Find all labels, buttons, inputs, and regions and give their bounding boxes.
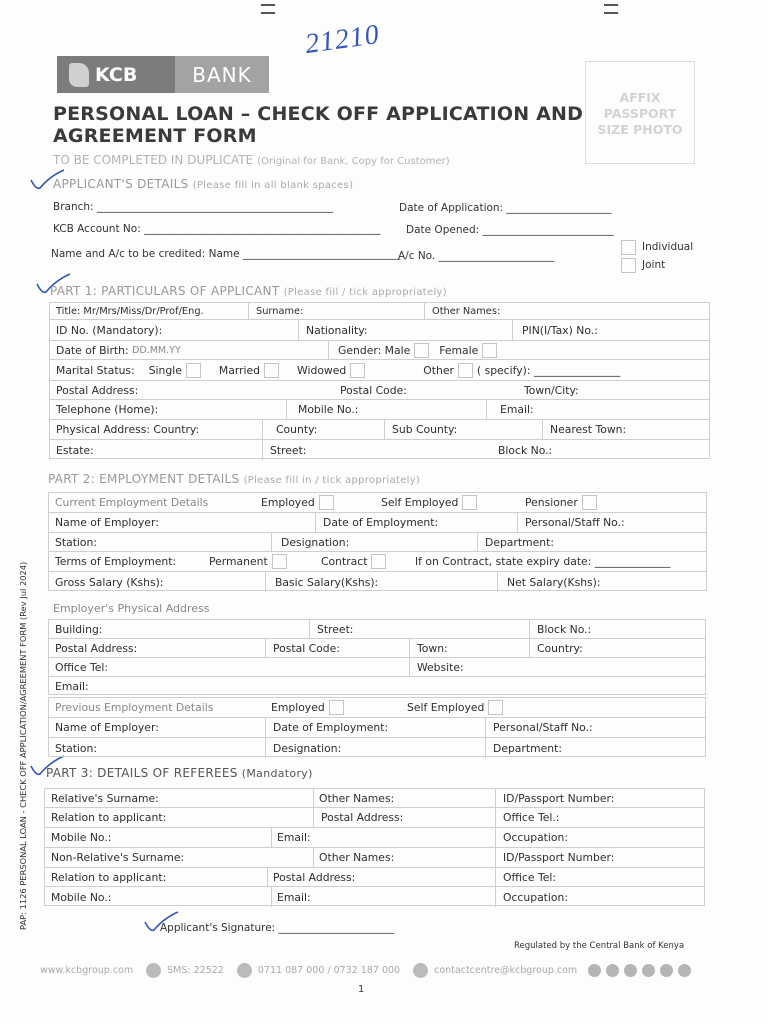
single-checkbox[interactable] (186, 363, 201, 378)
dob-label: Date of Birth: (56, 343, 129, 357)
employer-postal-code-field[interactable]: Postal Code: (273, 641, 340, 655)
permanent-option (203, 552, 287, 571)
permanent-label: Permanent (209, 555, 268, 568)
self-employed-label: Self Employed (381, 496, 459, 509)
employer-town-field[interactable]: Town: (417, 641, 448, 655)
ref-row-4 (45, 848, 704, 868)
part3-heading-note: (Mandatory) (241, 767, 313, 780)
title-field[interactable]: Title: Mr/Mrs/Miss/Dr/Prof/Eng. (56, 305, 204, 317)
employer-address-table (48, 619, 706, 695)
mobile-field[interactable]: Mobile No.: (298, 403, 359, 416)
page-number: 1 (358, 984, 365, 995)
part2-heading-text: PART 2: EMPLOYMENT DETAILS (48, 472, 240, 486)
relative-office-tel-field[interactable]: Office Tel.: (503, 811, 560, 824)
street-field[interactable]: Street: (270, 443, 307, 457)
gender-male-label: Gender: Male (338, 343, 411, 357)
prev-self-employed-checkbox[interactable] (488, 700, 503, 715)
kcb-account-field[interactable]: KCB Account No: _____________________________________________ (53, 223, 381, 235)
self-employed-checkbox[interactable] (462, 495, 477, 510)
female-label: Female (439, 343, 479, 357)
dob-field[interactable] (50, 341, 181, 359)
name-credit-field[interactable]: Name and A/c to be credited: Name ______________________________ (51, 248, 401, 260)
nonrelative-surname-field[interactable]: Non-Relative's Surname: (51, 851, 185, 864)
relative-other-names-field[interactable]: Other Names: (319, 791, 395, 805)
applicant-heading-note: (Please fill in all blank spaces) (192, 180, 354, 191)
sms-icon (146, 963, 161, 978)
estate-field[interactable]: Estate: (56, 443, 94, 457)
footer-sms: SMS: 22522 (167, 965, 224, 976)
p2-row-salary (49, 572, 706, 592)
prev-employed-checkbox[interactable] (329, 700, 344, 715)
nonrelative-relation-field[interactable]: Relation to applicant: (51, 870, 167, 884)
sub-county-field[interactable]: Sub County: (392, 423, 458, 436)
previous-employment-table (48, 697, 706, 757)
prev-designation-field[interactable]: Designation: (273, 741, 342, 755)
postal-address-field[interactable]: Postal Address: (56, 383, 139, 397)
ref-row-2 (45, 808, 704, 828)
prev-employed-option (265, 698, 344, 717)
employer-street-field[interactable]: Street: (317, 622, 354, 636)
part1-table (49, 302, 710, 459)
prev-department-field[interactable]: Department: (493, 741, 562, 755)
p2-row-terms (49, 552, 706, 572)
prev-self-employed-option (401, 698, 503, 717)
kcb-bank-logo (57, 56, 269, 93)
widowed-checkbox[interactable] (350, 363, 365, 378)
p1-row-dob (50, 341, 709, 360)
logo-kcb: KCB (95, 63, 138, 86)
county-field[interactable]: County: (276, 423, 318, 436)
employer-block-field[interactable]: Block No.: (537, 622, 592, 636)
relative-mobile-field[interactable]: Mobile No.: (51, 831, 112, 844)
prev-row-employer (49, 718, 705, 738)
nonrelative-office-tel-field[interactable]: Office Tel: (503, 870, 556, 884)
part3-heading (46, 766, 313, 780)
applicant-heading-text: APPLICANT'S DETAILS (53, 177, 189, 191)
p1-row-phone (50, 400, 709, 420)
nearest-town-field[interactable]: Nearest Town: (550, 423, 627, 436)
prev-row-type (49, 698, 705, 718)
other-label: Other (423, 363, 454, 377)
instagram-icon[interactable] (624, 964, 637, 977)
employer-postal-address-field[interactable]: Postal Address: (55, 641, 138, 655)
building-field[interactable]: Building: (55, 622, 103, 636)
contract-expiry-field[interactable]: If on Contract, state expiry date: ______________ (415, 555, 671, 568)
male-checkbox[interactable] (414, 343, 429, 358)
relative-occupation-field[interactable]: Occupation: (503, 831, 569, 844)
contract-checkbox[interactable] (371, 554, 386, 569)
nonrelative-email-field[interactable]: Email: (277, 890, 311, 904)
part1-heading-note: (Please fill / tick appropriately) (283, 287, 447, 298)
nonrelative-other-names-field[interactable]: Other Names: (319, 851, 395, 864)
widowed-label: Widowed (297, 363, 347, 377)
nonrelative-postal-address-field[interactable]: Postal Address: (273, 870, 356, 884)
addr-row-tel (49, 658, 705, 677)
single-label: Single (148, 363, 182, 377)
prev-station-field[interactable]: Station: (55, 741, 98, 755)
prev-self-employed-label: Self Employed (407, 701, 485, 714)
date-of-employment-field[interactable]: Date of Employment: (323, 516, 439, 529)
duplicate-note (53, 153, 450, 167)
pensioner-option (519, 493, 597, 512)
duplicate-note-main: TO BE COMPLETED IN DUPLICATE (53, 153, 254, 167)
part1-heading (50, 284, 447, 298)
title-line-2: AGREEMENT FORM (53, 125, 257, 147)
employer-website-field[interactable]: Website: (417, 660, 464, 674)
employer-country-field[interactable]: Country: (537, 641, 583, 655)
lion-icon (69, 63, 89, 87)
prev-row-station (49, 738, 705, 758)
p1-row-id (50, 320, 709, 341)
staff-no-field[interactable]: Personal/Staff No.: (525, 516, 625, 529)
form-title (53, 103, 583, 147)
ac-no-field[interactable]: A/c No. ______________________ (398, 250, 555, 262)
prev-staff-no-field[interactable]: Personal/Staff No.: (493, 721, 593, 734)
ref-row-1 (45, 789, 704, 808)
date-opened-field[interactable]: Date Opened: _________________________ (406, 224, 614, 236)
whatsapp-icon[interactable] (588, 964, 601, 977)
basic-salary-field[interactable]: Basic Salary(Kshs): (275, 575, 379, 589)
pin-field[interactable]: PIN(I/Tax) No.: (522, 323, 598, 337)
logo-bank: BANK (175, 56, 269, 93)
contract-label: Contract (321, 555, 368, 568)
married-label: Married (218, 363, 261, 377)
facebook-icon[interactable] (606, 964, 619, 977)
prev-date-of-employment-field[interactable]: Date of Employment: (273, 721, 389, 734)
net-salary-field[interactable]: Net Salary(Kshs): (507, 575, 601, 589)
regulated-note: Regulated by the Central Bank of Kenya (514, 941, 685, 951)
photo-line-2: PASSPORT (603, 106, 677, 121)
p1-row-title (50, 303, 709, 320)
postal-code-field[interactable]: Postal Code: (340, 383, 407, 397)
part1-heading-text: PART 1: PARTICULARS OF APPLICANT (50, 284, 280, 298)
linkedin-icon[interactable] (660, 964, 673, 977)
nonrelative-mobile-field[interactable]: Mobile No.: (51, 890, 112, 904)
dob-format: DD.MM.YY (132, 344, 181, 356)
p1-row-marital (50, 360, 709, 381)
title-line-1: PERSONAL LOAN – CHECK OFF APPLICATION AND (53, 103, 584, 125)
p1-row-physical (50, 420, 709, 440)
relative-id-passport-field[interactable]: ID/Passport Number: (503, 791, 615, 805)
relative-surname-field[interactable]: Relative's Surname: (51, 791, 159, 805)
department-field[interactable]: Department: (485, 535, 554, 549)
other-names-field[interactable]: Other Names: (432, 305, 501, 317)
ref-row-6 (45, 887, 704, 907)
binder-pin-left (261, 4, 275, 14)
employer-name-field[interactable]: Name of Employer: (55, 516, 159, 529)
marital-label: Marital Status: (56, 363, 135, 377)
individual-checkbox[interactable] (621, 240, 636, 255)
station-field[interactable]: Station: (55, 535, 98, 549)
employer-office-tel-field[interactable]: Office Tel: (55, 660, 108, 674)
contract-option (315, 552, 386, 571)
p1-row-postal (50, 381, 709, 400)
surname-field[interactable]: Surname: (256, 305, 304, 317)
photo-line-1: AFFIX (619, 90, 661, 105)
prev-employed-label: Employed (271, 701, 325, 714)
relative-email-field[interactable]: Email: (277, 831, 311, 844)
ref-row-5 (45, 868, 704, 887)
p2-row-employer (49, 513, 706, 533)
addr-row-email (49, 677, 705, 696)
phone-icon (237, 963, 252, 978)
nonrelative-occupation-field[interactable]: Occupation: (503, 890, 569, 904)
handwritten-number: 21210 (303, 18, 382, 61)
employed-option (255, 493, 334, 512)
footer-contacts (40, 963, 691, 978)
applicant-signature-field[interactable]: Applicant's Signature: ______________________ (160, 922, 395, 934)
duplicate-note-detail: (Original for Bank, Copy for Customer) (257, 156, 450, 167)
nonrelative-id-passport-field[interactable]: ID/Passport Number: (503, 851, 615, 864)
joint-label: Joint (642, 259, 666, 271)
date-of-application-field[interactable]: Date of Application: ____________________ (399, 202, 612, 214)
permanent-checkbox[interactable] (272, 554, 287, 569)
id-no-field[interactable]: ID No. (Mandatory): (56, 323, 163, 337)
footer-email[interactable]: contactcentre@kcbgroup.com (434, 965, 578, 976)
ref-row-3 (45, 828, 704, 848)
relative-postal-address-field[interactable]: Postal Address: (321, 811, 404, 824)
designation-field[interactable]: Designation: (281, 535, 350, 549)
current-employment-label: Current Employment Details (55, 496, 209, 509)
passport-photo-box (585, 61, 695, 164)
female-checkbox[interactable] (482, 343, 497, 358)
p2-row-current (49, 493, 706, 513)
youtube-icon[interactable] (678, 964, 691, 977)
home-telephone-field[interactable]: Telephone (Home): (56, 403, 159, 416)
block-no-field[interactable]: Block No.: (498, 443, 553, 457)
physical-country-field[interactable]: Physical Address: Country: (56, 423, 200, 436)
x-icon[interactable] (642, 964, 655, 977)
p1-row-estate (50, 440, 709, 460)
nationality-field[interactable]: Nationality: (306, 323, 368, 337)
pensioner-checkbox[interactable] (582, 495, 597, 510)
part2-heading-note: (Please fill in / tick appropriately) (243, 475, 421, 486)
photo-line-3: SIZE PHOTO (597, 122, 683, 137)
prev-employer-name-field[interactable]: Name of Employer: (55, 721, 159, 734)
email-icon (413, 963, 428, 978)
part2-heading (48, 472, 420, 486)
employer-email-field[interactable]: Email: (55, 680, 89, 693)
footer-website[interactable]: www.kcbgroup.com (40, 965, 134, 976)
gender-field (332, 341, 497, 359)
branch-field[interactable]: Branch: _____________________________________________ (53, 201, 334, 213)
binder-pin-right (604, 4, 618, 14)
email-field[interactable]: Email: (500, 403, 534, 416)
terms-label: Terms of Employment: (55, 555, 177, 568)
town-city-field[interactable]: Town/City: (524, 383, 579, 397)
employer-physical-address-heading: Employer's Physical Address (53, 602, 210, 615)
previous-employment-label: Previous Employment Details (55, 701, 214, 714)
other-checkbox[interactable] (458, 363, 473, 378)
p2-row-station (49, 533, 706, 552)
addr-row-building (49, 620, 705, 639)
joint-checkbox[interactable] (621, 258, 636, 273)
pensioner-label: Pensioner (525, 496, 578, 509)
married-checkbox[interactable] (264, 363, 279, 378)
relative-relation-field[interactable]: Relation to applicant: (51, 811, 167, 824)
applicant-details-heading (53, 177, 353, 191)
self-employed-option (375, 493, 477, 512)
part3-heading-text: PART 3: DETAILS OF REFEREES (46, 766, 238, 780)
employment-table (48, 492, 707, 591)
addr-row-postal (49, 639, 705, 658)
specify-field[interactable]: ( specify): ________________ (476, 363, 621, 377)
referees-table (44, 788, 705, 906)
marital-status-field (50, 360, 620, 380)
gross-salary-field[interactable]: Gross Salary (Kshs): (55, 575, 164, 589)
form-reference-side-text: PAP: 1126 PERSONAL LOAN - CHECK OFF APPLICATION/AGREEMENT FORM (Rev Jul 2024) (18, 561, 28, 930)
employed-checkbox[interactable] (319, 495, 334, 510)
employed-label: Employed (261, 496, 315, 509)
individual-label: Individual (642, 241, 694, 253)
footer-phones: 0711 087 000 / 0732 187 000 (257, 965, 401, 976)
